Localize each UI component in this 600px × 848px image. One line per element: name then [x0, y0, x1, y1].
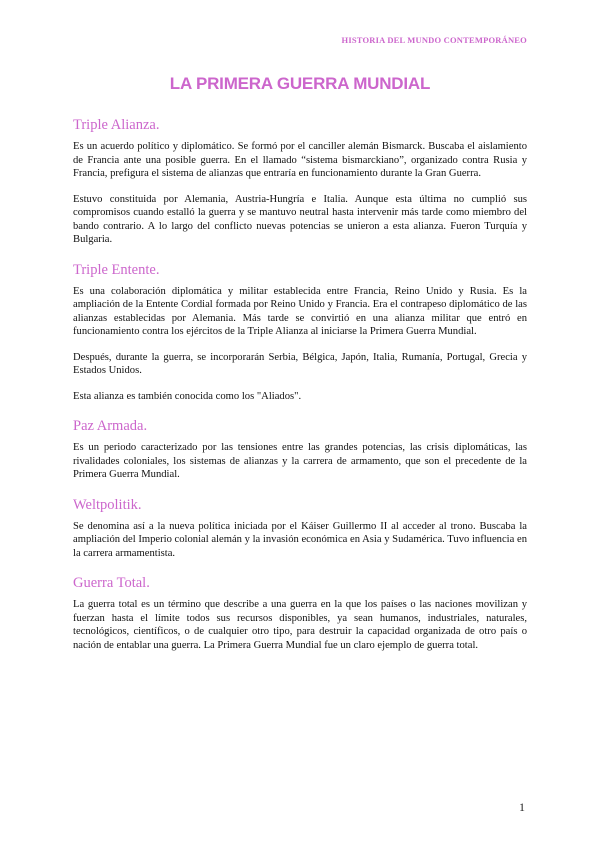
- paragraph: Se denomina así a la nueva política iniciada por el Káiser Guillermo II al acceder al trono. Buscaba la ampliación del Imperio colonial alemán y la invasión económica en Asia y Sudamérica. Tuvo influencia en la carrera armamentista.: [73, 520, 527, 559]
- section-heading: Triple Alianza.: [73, 117, 160, 133]
- paragraph: Esta alianza es también conocida como los "Aliados".: [73, 390, 302, 402]
- paragraph: Estuvo constituida por Alemania, Austria-Hungría e Italia. Aunque esta última no cumplió sus compromisos cuando estalló la guerra y se mantuvo neutral hasta intervenir más tarde como miembro del bando contrario. A lo largo del conflicto nuevas potencias se unieron a esta alianza. Fueron Turquía y Bulgaria.: [73, 193, 527, 245]
- section-heading: Paz Armada.: [73, 418, 148, 434]
- section-heading: Triple Entente.: [73, 261, 160, 278]
- page-title: LA PRIMERA GUERRA MUNDIAL: [169, 74, 431, 93]
- section-weltpolitik: [73, 496, 527, 561]
- page-number: 1: [519, 800, 525, 814]
- document-body: [73, 116, 527, 666]
- running-header: HISTORIA DEL MUNDO CONTEMPORÁNEO: [341, 35, 527, 45]
- section-guerra-total: [73, 574, 527, 652]
- section-triple-alianza: [73, 116, 527, 247]
- section-paz-armada: [73, 417, 527, 482]
- section-heading: Guerra Total.: [73, 575, 150, 591]
- paragraph: La guerra total es un término que describe a una guerra en la que los países o las naciones movilizan y fuerzan hasta el límite todos sus recursos disponibles, ya sean humanos, industriales, naturales, tecnológicos, científicos, o de cualquier otro tipo, para destruir la capacidad organizada de otro país o nación de entablar una guerra. La Primera Guerra Mundial fue un claro ejemplo de guerra total.: [73, 599, 527, 651]
- section-triple-entente: [73, 261, 527, 404]
- section-heading: Weltpolitik.: [73, 496, 142, 513]
- paragraph: Es una colaboración diplomática y militar establecida entre Francia, Reino Unido y Rusia. Es la ampliación de la Entente Cordial formada por Reino Unido y Francia. Era el contrapeso diplomático de las alianzas establecidas por Alemania. Más tarde se convirtió en una alianza militar que entró en funcionamiento contra los ejércitos de la Triple Alianza al iniciarse la Primera Guerra Mundial.: [73, 285, 527, 337]
- paragraph: Después, durante la guerra, se incorporarán Serbia, Bélgica, Japón, Italia, Rumanía, Portugal, Grecia y Estados Unidos.: [73, 351, 527, 376]
- paragraph: Es un periodo caracterizado por las tensiones entre las grandes potencias, las crisis diplomáticas, las rivalidades coloniales, los sistemas de alianzas y la carrera de armamento, que son el precedente de la Primera Guerra Mundial.: [73, 442, 527, 480]
- paragraph: Es un acuerdo político y diplomático. Se formó por el canciller alemán Bismarck. Buscaba el aislamiento de Francia ante una posible guerra. En el llamado “sistema bismarckiano”, organizado contra Rusia y Francia, prefigura el sistema de alianzas que entraría en funcionamiento durante la Gran Guerra.: [73, 141, 527, 179]
